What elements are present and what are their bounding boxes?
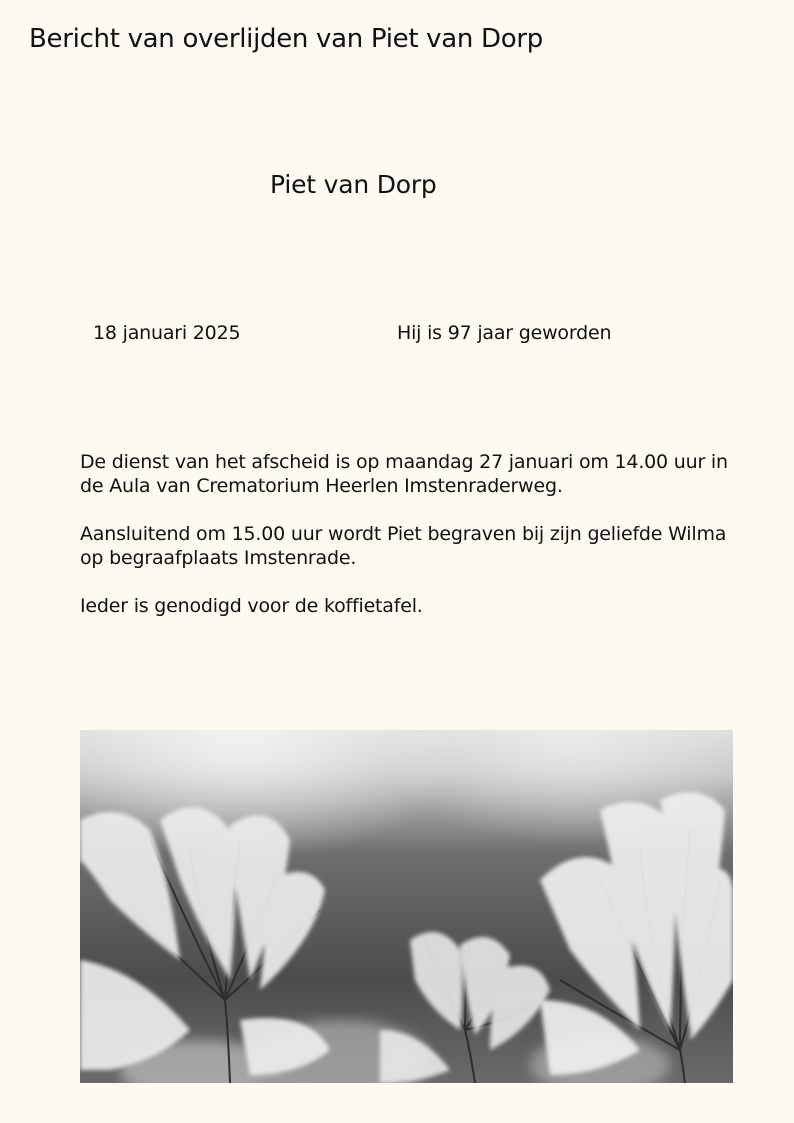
reception-paragraph: Ieder is genodigd voor de koffietafel. <box>80 595 423 617</box>
burial-paragraph: Aansluitend om 15.00 uur wordt Piet begraven bij zijn geliefde Wilma op begraafplaats Imstenrade. <box>80 523 727 569</box>
deceased-name: Piet van Dorp <box>270 170 437 199</box>
page-heading: Bericht van overlijden van Piet van Dorp <box>29 24 543 54</box>
funeral-message <box>80 450 740 642</box>
date-of-death: 18 januari 2025 <box>93 322 241 344</box>
frosted-plants-photo <box>80 730 733 1083</box>
age-at-death: Hij is 97 jaar geworden <box>397 322 612 344</box>
service-paragraph: De dienst van het afscheid is op maandag 27 januari om 14.00 uur in de Aula van Crematorium Heerlen Imstenraderweg. <box>80 451 728 497</box>
